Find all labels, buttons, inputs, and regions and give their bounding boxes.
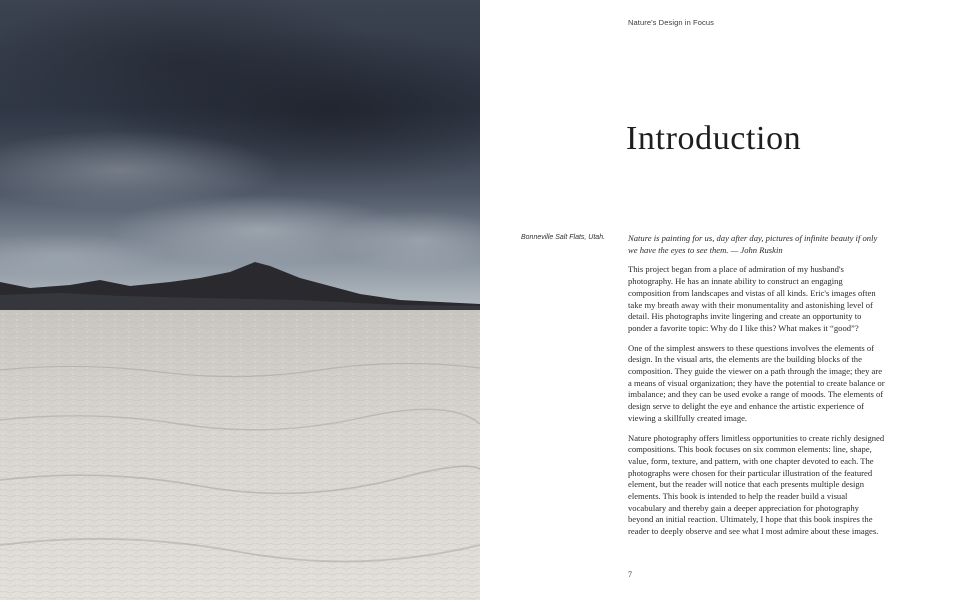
text-page xyxy=(480,0,960,600)
epigraph-quote: Nature is painting for us, day after day, pictures of infinite beauty if only we have the eyes to see them. — John Ruskin xyxy=(628,233,878,255)
body-paragraph-3: Nature photography offers limitless opportunities to create richly designed compositions. This book focuses on six common elements: line, shape, value, form, texture, and pattern, with one chapter devoted to each. The photographs were chosen for their particular illustration of the featured element, but the reader will notice that each presents multiple design elements. This book is intended to help the reader build a visual vocabulary and thereby gain a deeper appreciation for photography beyond an initial reaction. Ultimately, I hope that this book inspires the reader to deeply observe and see what I most admire about these images. xyxy=(628,432,885,537)
running-head: Nature's Design in Focus xyxy=(628,18,714,27)
photo-caption: Bonneville Salt Flats, Utah. xyxy=(521,234,606,241)
chapter-title: Introduction xyxy=(626,120,802,157)
page-number: 7 xyxy=(628,570,632,579)
body-paragraph-2: One of the simplest answers to these questions involves the elements of design. In the visual arts, the elements are the building blocks of the composition. They guide the viewer on a path through the image; they are a means of visual organization; they have the potential to create balance or imbalance; and they can be used evoke a range of moods. The elements of design serve to delight the eye and enhance the artistic experience of viewing a skillfully created image. xyxy=(628,342,885,423)
body-paragraph-1: This project began from a place of admiration of my husband's photography. He has an innate ability to construct an engaging composition from landscapes and vistas of all kinds. Eric's images often take my breath away with their monumentality and astonishing level of detail. His photographs invite lingering and create an opportunity to ponder a favorite topic: Why do I like this? What makes it “good”? xyxy=(628,264,876,333)
body-column xyxy=(628,233,886,546)
